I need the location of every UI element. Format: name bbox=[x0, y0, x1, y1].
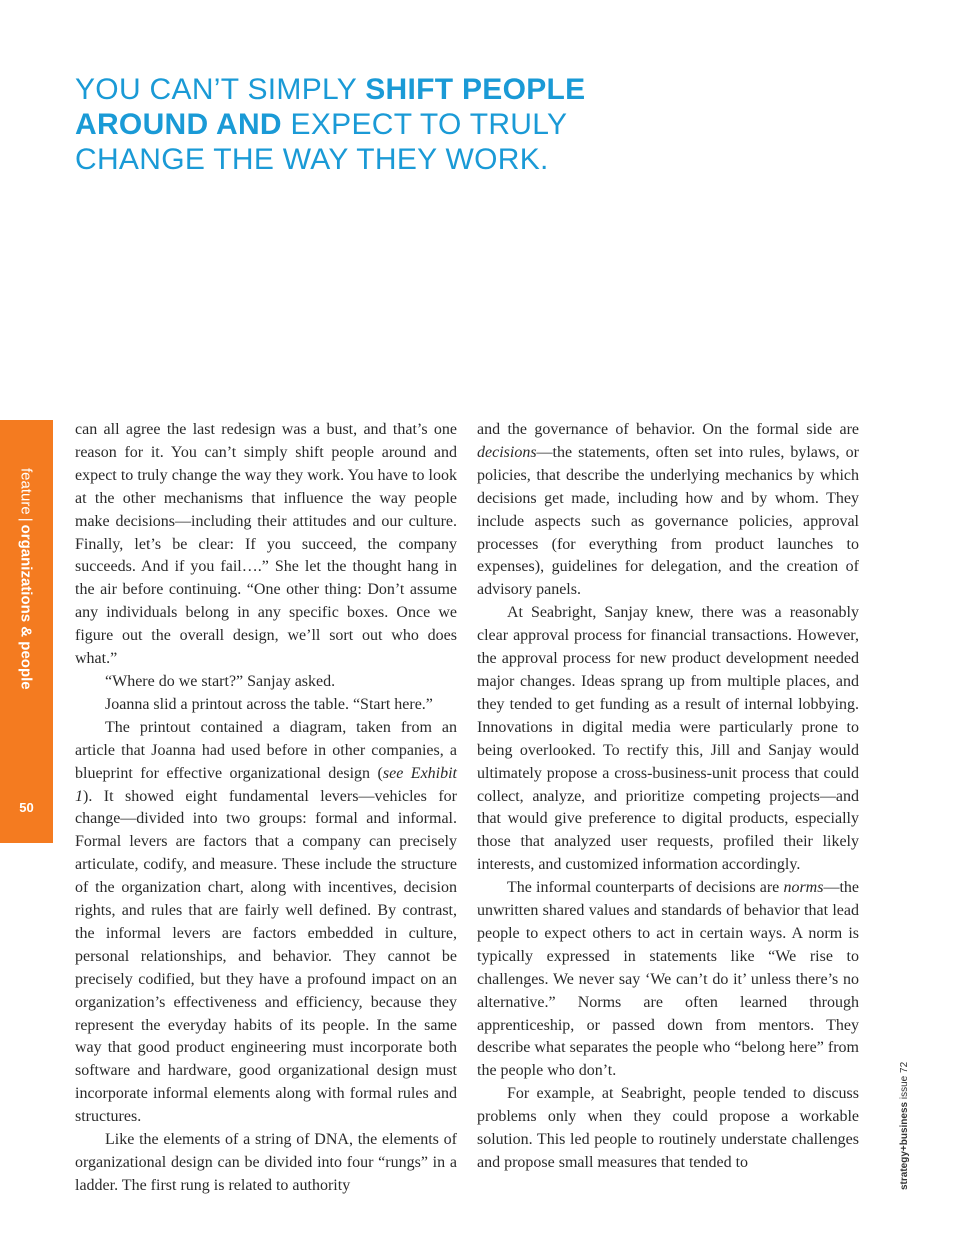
article-column-left bbox=[75, 419, 457, 1198]
article-column-right bbox=[477, 419, 859, 1175]
paragraph: At Seabright, Sanjay knew, there was a reasonably clear approval process for financial transactions. However, the approval process for new product development needed major changes. Ideas sprang up from multiple places, and they tended to get funding as a result of internal lobbying. Innovations in digital media were particularly prone to being overlooked. To rectify this, Jill and Sanjay would ultimately propose a cross-business-unit process that could collect, analyze, and prioritize competing projects—and that would give preference to digital products, especially those that analyzed user requests, profiled their likely interests, and customized information accordingly. bbox=[477, 604, 859, 874]
pull-quote-emphasis: SHIFT PEOPLE bbox=[365, 73, 586, 106]
paragraph: can all agree the last redesign was a bust, and that’s one reason for it. You can’t simply shift people around and expect to truly change the way they work. You have to look at the other mechanisms that influence the way people make decisions—including their attitudes and our culture. Finally, let’s be clear: If you succeed, the company succeeds. And if you fail….” She let the thought hang in the air before continuing. “One other thing: Don’t assume any individuals belong in any specific boxes. Once we figure out the overall design, we’ll sort out who does what.” bbox=[75, 421, 457, 668]
term-norms: norms bbox=[783, 879, 824, 897]
page-number: 50 bbox=[19, 800, 34, 815]
publication-footer bbox=[899, 1062, 910, 1190]
paragraph: Like the elements of a string of DNA, the elements of organizational design can be divided into four “rungs” in a ladder. The first rung is related to authority bbox=[75, 1131, 457, 1194]
paragraph: The printout contained a diagram, taken from an article that Joanna had used before in other companies, a blueprint for effective organizational design (see Exhibit 1). It showed eight fundamental levers—vehicles for change—divided into two groups: formal and informal. Formal levers are factors that a company can precisely articulate, codify, and measure. These include the structure of the organization chart, along with incentives, decision rights, and rules that are fairly well defined. By contrast, the informal levers are factors embedded in culture, personal relationships, and behavior. They cannot be precisely codified, but they have a profound impact on an organization’s effectiveness and efficiency, because they represent the everyday habits of its people. In the same way that good product engineering must incorporate both software and hardware, good organizational design must incorporate informal elements along with formal rules and structures. bbox=[75, 718, 458, 1126]
publication-name: strategy+business bbox=[899, 1101, 910, 1190]
paragraph: Joanna slid a printout across the table. “Start here.” bbox=[105, 695, 433, 713]
pull-quote-line-3: CHANGE THE WAY THEY WORK. bbox=[75, 143, 549, 176]
paragraph: and the governance of behavior. On the formal side are decisions—the statements, often set into rules, bylaws, or policies, that describe the underlying mechanics by which decisions get made, including how and by whom. They include aspects such as governance policies, approval processes (for everything from product launches to expenses), guidelines for delegation, and the creation of advisory panels. bbox=[477, 421, 859, 599]
paragraph: The informal counterparts of decisions are norms—the unwritten shared values and standards of behavior that lead people to expect others to act in certain ways. A norm is typically expressed in statements like “We rise to challenges. We never say ‘We can’t do it’ unless there’s no alternative.” Norms are often learned through apprenticeship, or passed down from mentors. They describe what separates the people who “belong here” from the people who don’t. bbox=[477, 879, 859, 1080]
paragraph: For example, at Seabright, people tended to discuss problems only when they could propose a workable solution. This led people to routinely understate challenges and propose small measures that tended to bbox=[477, 1085, 859, 1171]
section-label bbox=[18, 468, 35, 690]
term-decisions: decisions bbox=[477, 443, 537, 461]
section-topic: organizations & people bbox=[17, 524, 35, 690]
pull-quote bbox=[75, 72, 695, 177]
section-name: feature bbox=[17, 468, 35, 515]
paragraph: “Where do we start?” Sanjay asked. bbox=[105, 672, 336, 690]
pull-quote-emphasis: AROUND AND bbox=[75, 108, 282, 141]
section-separator: | bbox=[17, 517, 35, 522]
pull-quote-line-2: AROUND AND EXPECT TO TRULY bbox=[75, 108, 568, 141]
exhibit-reference: see Exhibit 1 bbox=[75, 764, 458, 805]
issue-number: issue 72 bbox=[899, 1061, 910, 1102]
pull-quote-line-1: YOU CAN’T SIMPLY SHIFT PEOPLE bbox=[75, 73, 586, 106]
